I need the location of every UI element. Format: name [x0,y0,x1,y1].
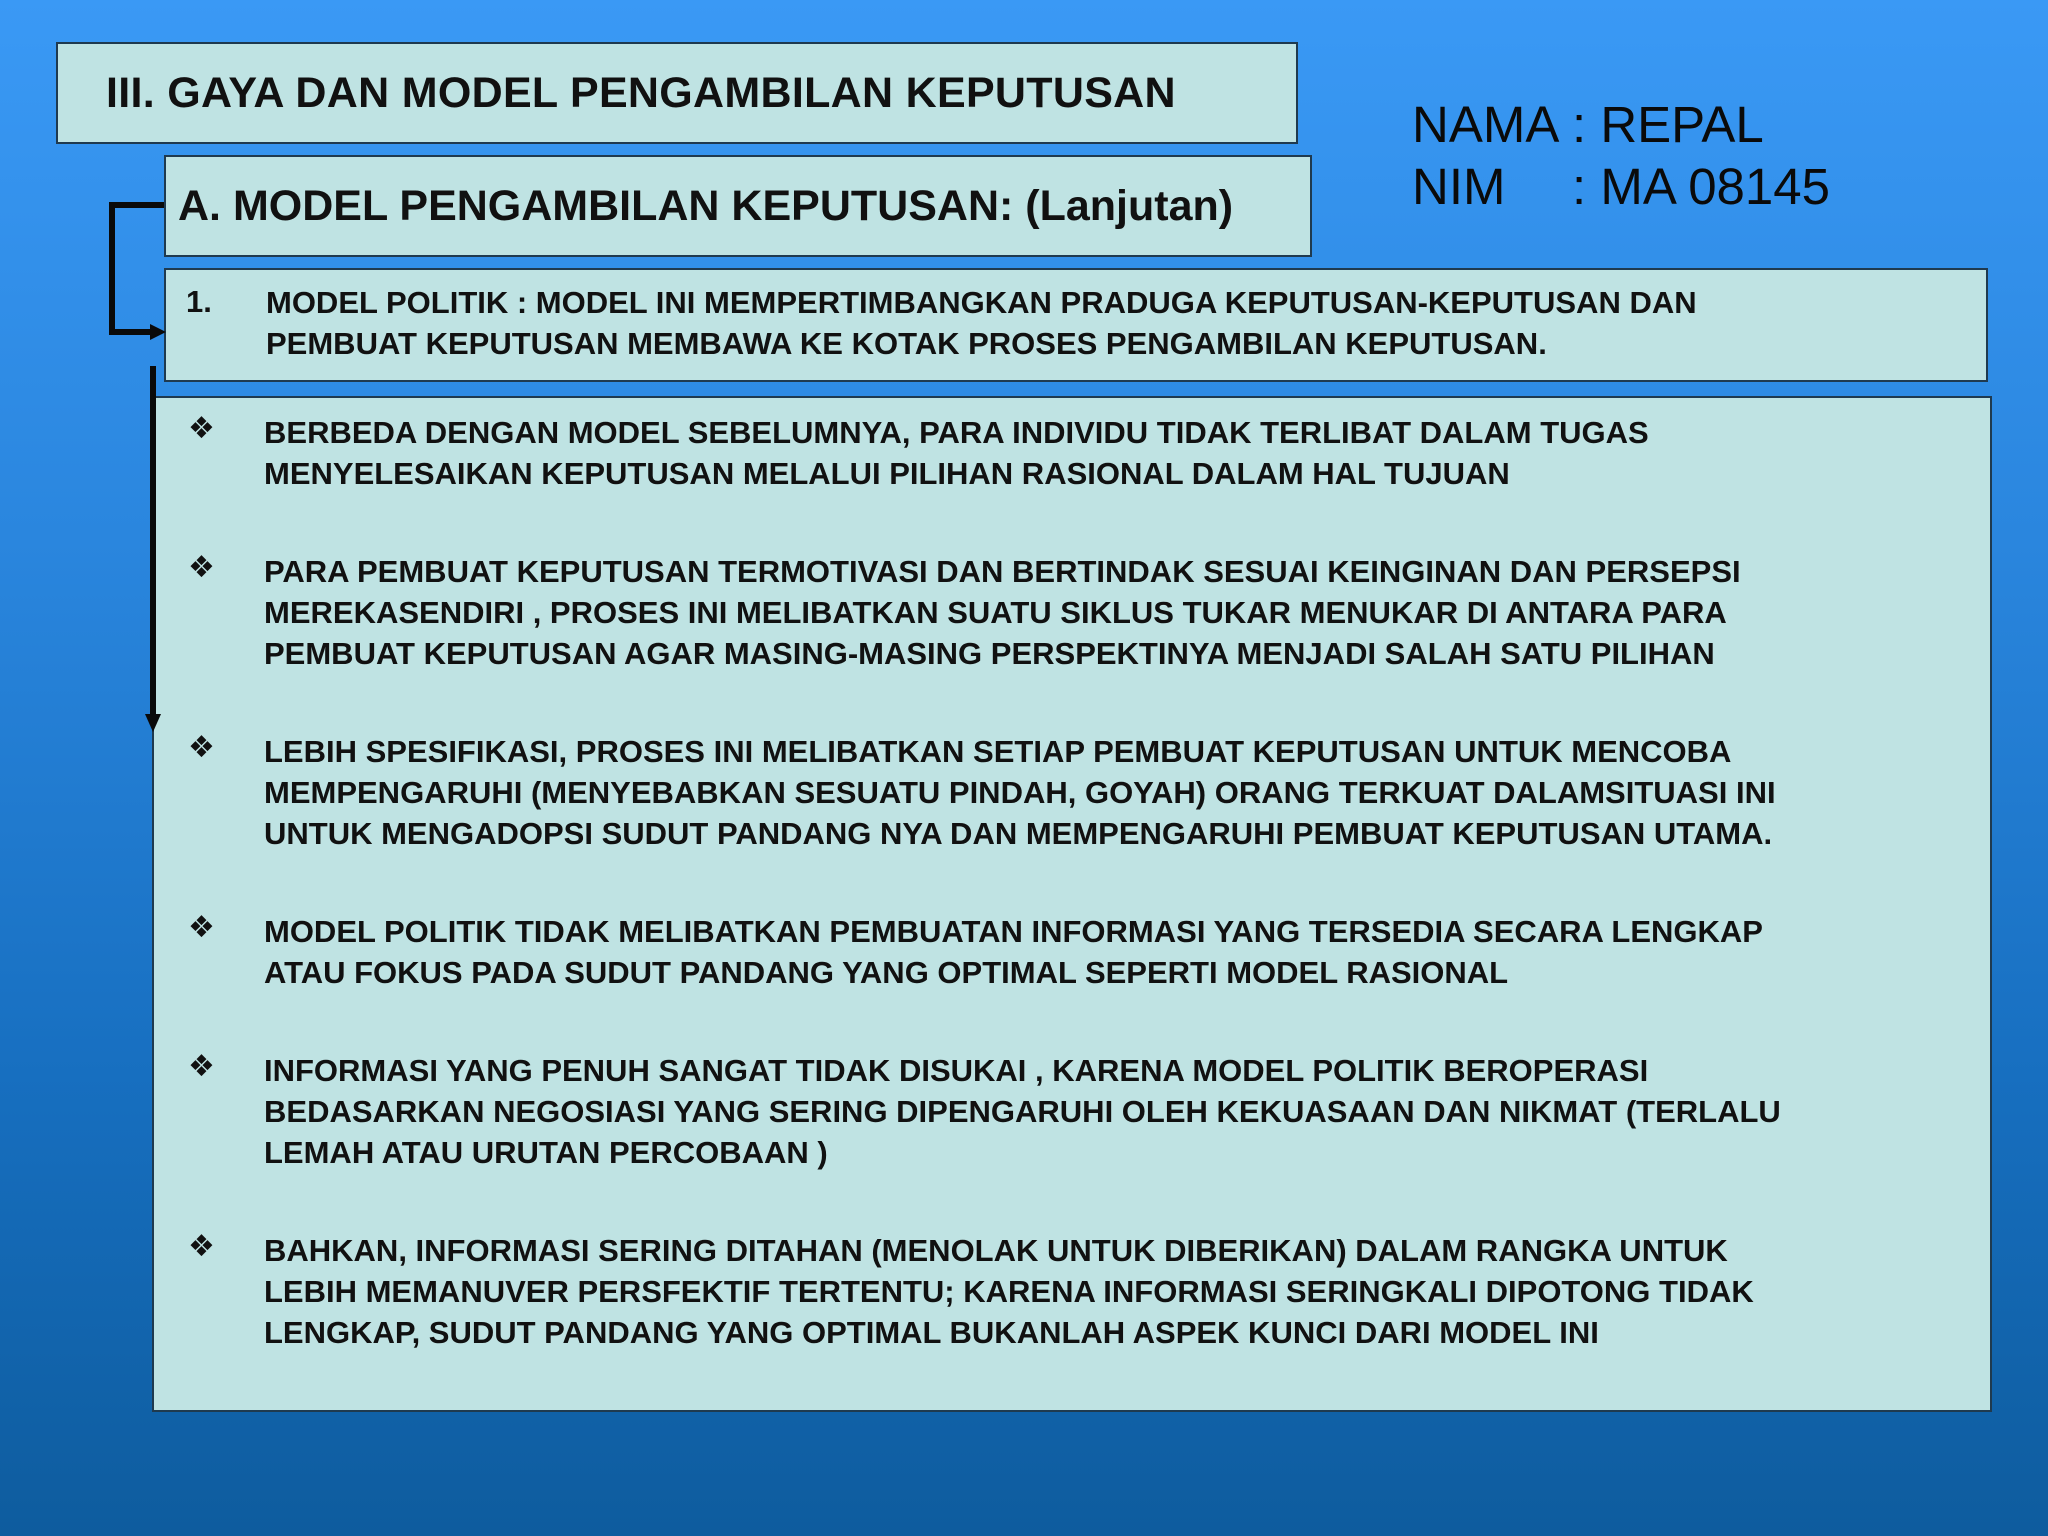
list-item [154,731,1990,854]
diamond-bullet-icon: ❖ [188,551,215,584]
bullet-line: LEMAH ATAU URUTAN PERCOBAAN ) [264,1135,828,1170]
bullet-line: BERBEDA DENGAN MODEL SEBELUMNYA, PARA INDIVIDU TIDAK TERLIBAT DALAM TUGAS [264,415,1649,450]
diamond-bullet-icon: ❖ [188,731,215,764]
list-item [154,1050,1990,1173]
bullet-line: LEBIH MEMANUVER PERSFEKTIF TERTENTU; KARENA INFORMASI SERINGKALI DIPOTONG TIDAK [264,1274,1754,1309]
diamond-bullet-icon: ❖ [188,412,215,445]
bullet-box [152,396,1992,1412]
model-box [164,268,1988,382]
bullet-list [154,412,1990,1410]
bullet-line: INFORMASI YANG PENUH SANGAT TIDAK DISUKAI , KARENA MODEL POLITIK BEROPERASI [264,1053,1649,1088]
list-item [154,911,1990,993]
bullet-line: ATAU FOKUS PADA SUDUT PANDANG YANG OPTIMAL SEPERTI MODEL RASIONAL [264,955,1509,990]
model-description [266,282,1966,364]
slide-title: III. GAYA DAN MODEL PENGAMBILAN KEPUTUSAN [106,68,1176,117]
subtitle-box [164,155,1312,257]
bullet-line: MEMPENGARUHI (MENYEBABKAN SESUATU PINDAH, GOYAH) ORANG TERKUAT DALAMSITUASI INI [264,775,1776,810]
bullet-line: LEBIH SPESIFIKASI, PROSES INI MELIBATKAN SETIAP PEMBUAT KEPUTUSAN UNTUK MENCOBA [264,734,1732,769]
nim-label: NIM [1412,158,1506,215]
model-line-1: MODEL POLITIK : MODEL INI MEMPERTIMBANGKAN PRADUGA KEPUTUSAN-KEPUTUSAN DAN [266,285,1697,320]
bullet-line: MENYELESAIKAN KEPUTUSAN MELALUI PILIHAN RASIONAL DALAM HAL TUJUAN [264,456,1510,491]
elbow-connector [112,205,166,340]
student-info [1412,94,1830,218]
model-line-2: PEMBUAT KEPUTUSAN MEMBAWA KE KOTAK PROSES PENGAMBILAN KEPUTUSAN. [266,326,1547,361]
bullet-line: BEDASARKAN NEGOSIASI YANG SERING DIPENGARUHI OLEH KEKUASAAN DAN NIKMAT (TERLALU [264,1094,1781,1129]
model-number: 1. [186,284,212,319]
diamond-bullet-icon: ❖ [188,911,215,944]
bullet-line: UNTUK MENGADOPSI SUDUT PANDANG NYA DAN MEMPENGARUHI PEMBUAT KEPUTUSAN UTAMA. [264,816,1773,851]
nama-row [1412,94,1830,156]
elbow-line [112,205,164,332]
bullet-line: PARA PEMBUAT KEPUTUSAN TERMOTIVASI DAN BERTINDAK SESUAI KEINGINAN DAN PERSEPSI [264,554,1741,589]
title-box [56,42,1298,144]
list-item [154,1230,1990,1353]
bullet-line: MEREKASENDIRI , PROSES INI MELIBATKAN SUATU SIKLUS TUKAR MENUKAR DI ANTARA PARA [264,595,1727,630]
section-subtitle: A. MODEL PENGAMBILAN KEPUTUSAN: (Lanjutan) [178,181,1234,230]
bullet-line: LENGKAP, SUDUT PANDANG YANG OPTIMAL BUKANLAH ASPEK KUNCI DARI MODEL INI [264,1315,1599,1350]
diamond-bullet-icon: ❖ [188,1230,215,1263]
nim-row [1412,156,1830,218]
list-item [154,551,1990,674]
nama-label: NAMA [1412,96,1560,153]
list-item [154,412,1990,494]
diamond-bullet-icon: ❖ [188,1050,215,1083]
nama-value: : REPAL [1572,96,1764,153]
nim-value: : MA 08145 [1572,158,1831,215]
bullet-line: BAHKAN, INFORMASI SERING DITAHAN (MENOLAK UNTUK DIBERIKAN) DALAM RANGKA UNTUK [264,1233,1728,1268]
bullet-line: PEMBUAT KEPUTUSAN AGAR MASING-MASING PERSPEKTINYA MENJADI SALAH SATU PILIHAN [264,636,1715,671]
bullet-line: MODEL POLITIK TIDAK MELIBATKAN PEMBUATAN INFORMASI YANG TERSEDIA SECARA LENGKAP [264,914,1763,949]
